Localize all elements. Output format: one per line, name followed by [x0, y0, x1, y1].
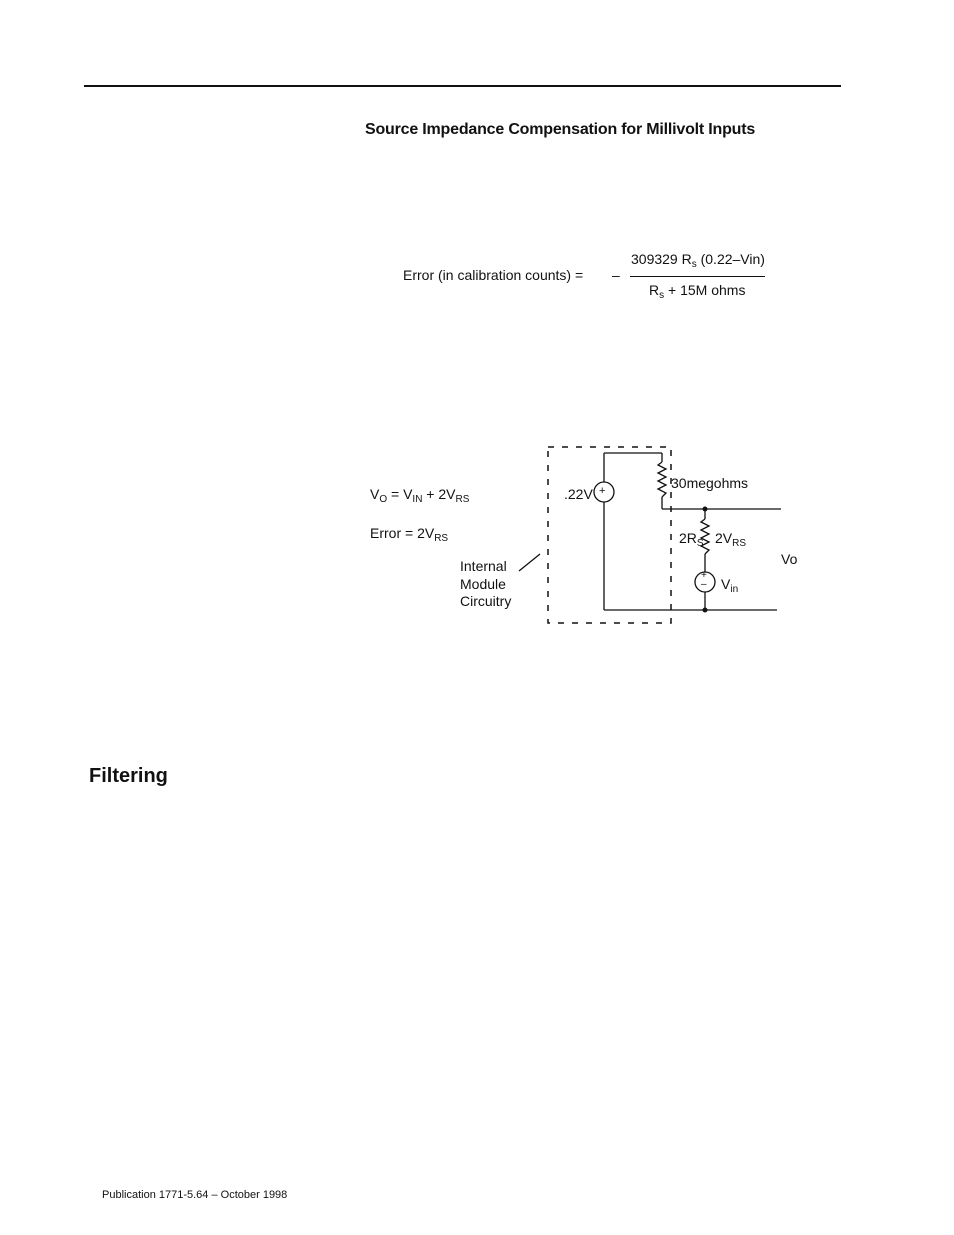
output-label: Vo	[781, 551, 798, 567]
rs-label	[679, 530, 704, 549]
equation-sign: –	[612, 267, 620, 283]
source-plus-sign: +	[599, 485, 606, 497]
junction-top	[703, 507, 708, 512]
vo-eq-v: V	[370, 486, 380, 502]
resistor-30meg	[658, 462, 666, 497]
rs-label-sub: S	[696, 538, 704, 549]
section-title: Source Impedance Compensation for Millivolt Inputs	[365, 121, 756, 138]
internal-label-line3: Circuitry	[460, 593, 512, 609]
source-voltage-label: .22V	[564, 486, 593, 502]
vo-eq-sub-in: IN	[412, 494, 423, 505]
error-equation-diagram	[370, 525, 449, 544]
rs-label-main: 2R	[679, 530, 697, 546]
denominator-subscript: s	[659, 290, 665, 301]
vin-label-sub: in	[730, 584, 739, 595]
numerator-text: 309329 R	[631, 251, 692, 267]
vo-eq-plus: + 2V	[422, 486, 456, 502]
vrs-label-main: 2V	[715, 530, 733, 546]
vin-minus-sign: –	[701, 579, 707, 590]
vo-eq-sub-rs: RS	[455, 494, 470, 505]
vo-equation	[370, 486, 470, 505]
vrs-label	[715, 530, 747, 549]
filtering-heading: Filtering	[89, 765, 168, 787]
publication-footer: Publication 1771-5.64 – October 1998	[102, 1189, 288, 1201]
vo-eq-mid: = V	[387, 486, 413, 502]
denominator-suffix: + 15M ohms	[664, 282, 746, 298]
resistor-label: 30megohms	[671, 475, 749, 491]
error-eq-main: Error = 2V	[370, 525, 435, 541]
internal-label-line1: Internal	[460, 558, 507, 574]
internal-label-line2: Module	[460, 576, 506, 592]
junction-bottom	[703, 608, 708, 613]
denominator-text: R	[649, 282, 660, 298]
vin-plus-sign: +	[701, 570, 707, 581]
vin-label-main: V	[721, 576, 731, 592]
module-leader-line	[519, 554, 540, 571]
numerator-subscript: s	[691, 259, 697, 270]
module-boundary	[548, 447, 671, 623]
vrs-label-sub: RS	[732, 538, 747, 549]
vo-eq-sub-o: O	[379, 494, 388, 505]
vin-label	[721, 576, 739, 595]
error-eq-sub: RS	[434, 533, 449, 544]
numerator-suffix: (0.22–Vin)	[696, 251, 765, 267]
equation-lhs: Error (in calibration counts) =	[403, 267, 584, 283]
